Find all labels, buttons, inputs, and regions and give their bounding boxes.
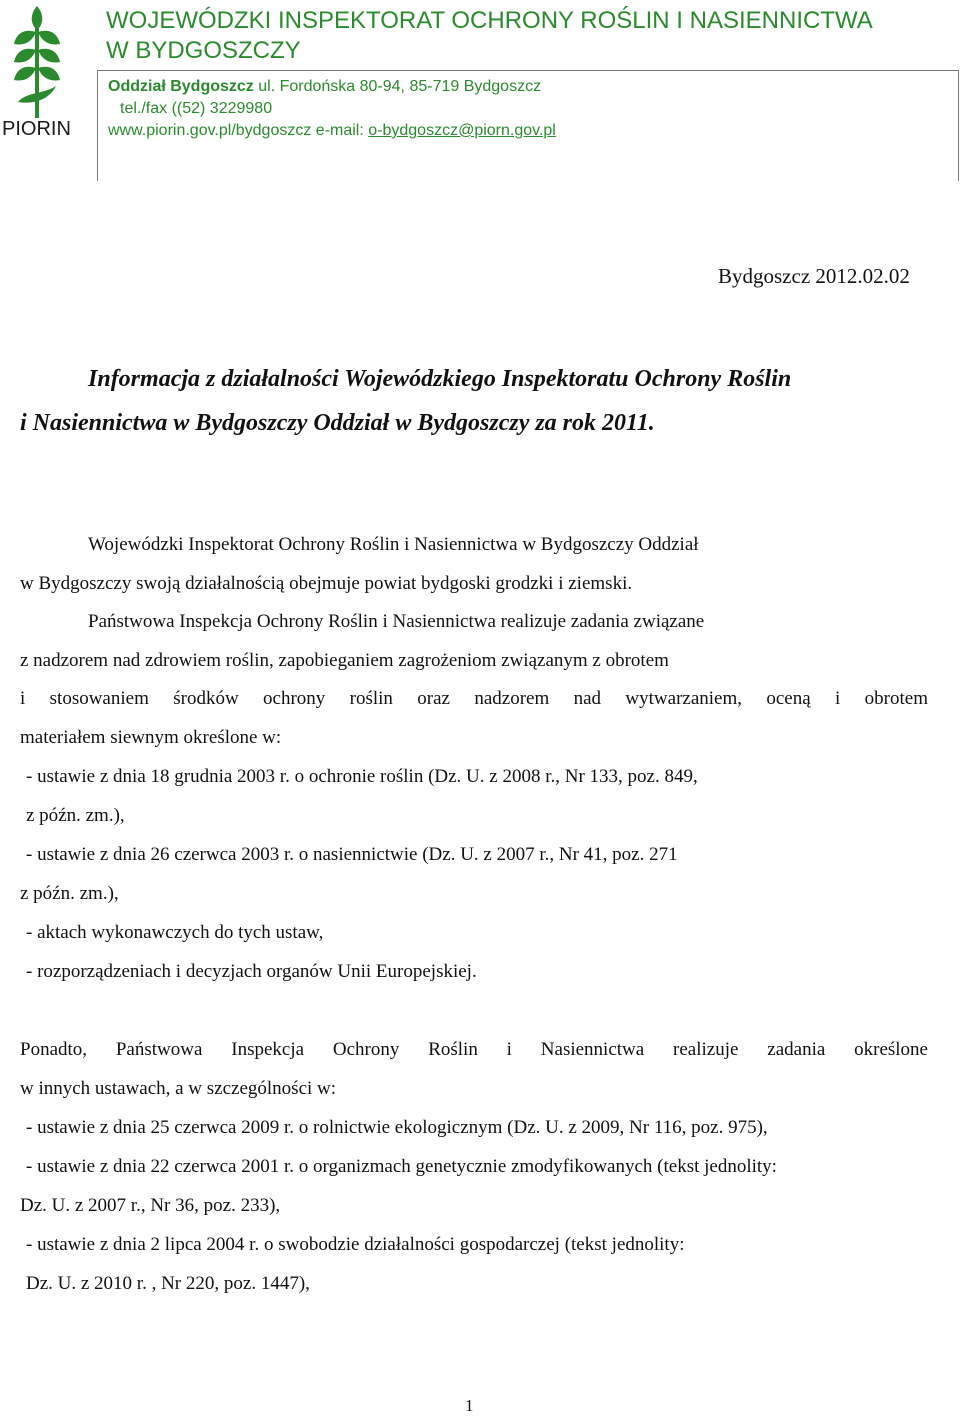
document-date: Bydgoszcz 2012.02.02 (718, 264, 910, 288)
body-line: z nadzorem nad zdrowiem roślin, zapobieganiem zagrożeniom związanym z obrotem (20, 650, 669, 671)
branch-phone: tel./fax ((52) 3229980 (120, 100, 273, 117)
logo-text: PIORIN (2, 118, 71, 140)
list-item: - aktach wykonawczych do tych ustaw, (26, 922, 324, 943)
body-line: materiałem siewnym określone w: (20, 727, 282, 748)
piorin-logo (2, 2, 92, 140)
document-heading-line2: i Nasiennictwa w Bydgoszczy Oddział w Bydgoszczy za rok 2011. (20, 410, 655, 436)
list-item-continuation: z późn. zm.), (26, 805, 125, 826)
list-item-continuation: Dz. U. z 2010 r. , Nr 220, poz. 1447), (26, 1273, 310, 1294)
organization-title (106, 6, 946, 66)
body-line: w Bydgoszczy swoją działalnością obejmuje powiat bydgoski grodzki i ziemski. (20, 573, 633, 594)
list-item-continuation: z późn. zm.), (20, 883, 119, 904)
page-number: 1 (465, 1396, 474, 1415)
body-line: Państwowa Inspekcja Ochrony Roślin i Nasiennictwa realizuje zadania związane (88, 611, 705, 632)
branch-street: ul. Fordońska 80-94, 85-719 Bydgoszcz (253, 78, 542, 95)
body-line: w innych ustawach, a w szczególności w: (20, 1078, 337, 1099)
organization-title-line2: W BYDGOSZCZY (106, 37, 301, 64)
body-line: Ponadto, Państwowa Inspekcja Ochrony Roślin i Nasiennictwa realizuje zadania określone (20, 1039, 928, 1060)
list-item: - ustawie z dnia 18 grudnia 2003 r. o ochronie roślin (Dz. U. z 2008 r., Nr 133, poz. 849, (26, 766, 698, 787)
wheat-leaf-icon (2, 2, 72, 120)
branch-label: Oddział Bydgoszcz (108, 78, 254, 95)
document-heading-line1: Informacja z działalności Wojewódzkiego Inspektoratu Ochrony Roślin (88, 366, 792, 392)
body-line: i stosowaniem środków ochrony roślin oraz nadzorem nad wytwarzaniem, oceną i obrotem (20, 688, 928, 709)
body-line: Wojewódzki Inspektorat Ochrony Roślin i Nasiennictwa w Bydgoszczy Oddział (88, 534, 699, 555)
list-item: - ustawie z dnia 2 lipca 2004 r. o swobodzie działalności gospodarczej (tekst jednolity: (26, 1234, 685, 1255)
email-link[interactable]: o-bydgoszcz@piorn.gov.pl (368, 122, 556, 139)
list-item: - ustawie z dnia 25 czerwca 2009 r. o rolnictwie ekologicznym (Dz. U. z 2009, Nr 116, poz. 975), (26, 1117, 768, 1138)
branch-website: www.piorin.gov.pl/bydgoszcz e-mail: (108, 122, 369, 139)
list-item: - rozporządzeniach i decyzjach organów Unii Europejskiej. (26, 961, 477, 982)
list-item: - ustawie z dnia 26 czerwca 2003 r. o nasiennictwie (Dz. U. z 2007 r., Nr 41, poz. 271 (26, 844, 678, 865)
list-item-continuation: Dz. U. z 2007 r., Nr 36, poz. 233), (20, 1195, 281, 1216)
organization-title-line1: WOJEWÓDZKI INSPEKTORAT OCHRONY ROŚLIN I NASIENNICTWA (106, 7, 873, 34)
branch-address (108, 76, 556, 142)
list-item: - ustawie z dnia 22 czerwca 2001 r. o organizmach genetycznie zmodyfikowanych (tekst jednolity: (26, 1156, 777, 1177)
